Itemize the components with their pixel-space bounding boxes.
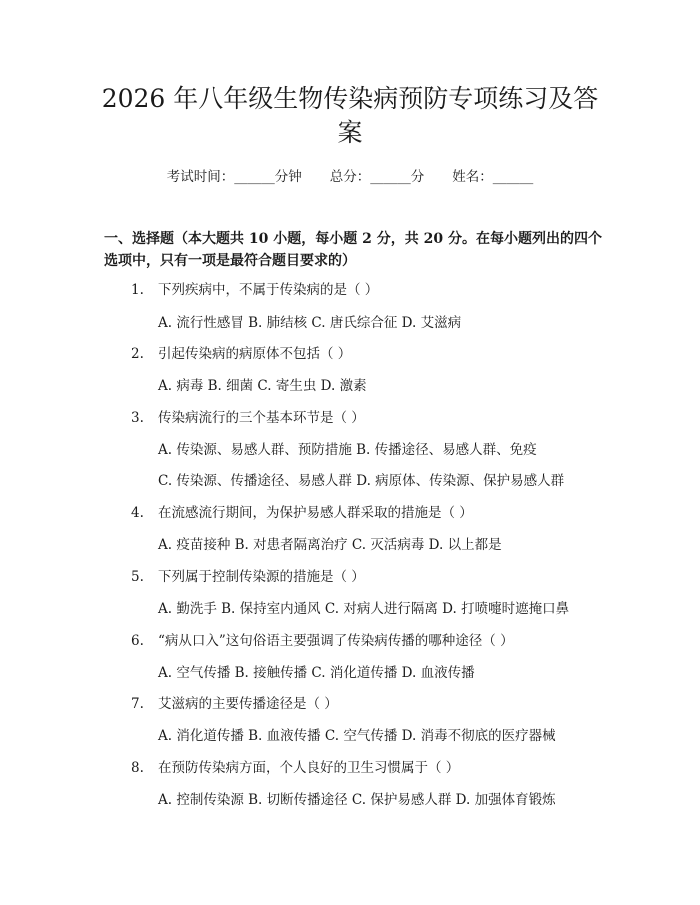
section-header: 一、选择题（本大题共 10 小题，每小题 2 分，共 20 分。在每小题列出的四个选项中，只有一项是最符合题目要求的） [104, 231, 602, 269]
question-6 [131, 632, 514, 650]
student-name-field: 姓名：______ [452, 169, 534, 185]
question-3-options-line-2: C. 传染源、传播途径、易感人群 D. 病原体、传染源、保护易感人群 [158, 473, 565, 489]
exam-info [0, 168, 700, 186]
question-number: 4. [131, 505, 144, 521]
question-4 [131, 504, 473, 522]
question-number: 7. [131, 696, 144, 712]
question-stem: 下列疾病中，不属于传染病的是（ ） [158, 282, 379, 298]
exam-time-field: 考试时间：______分钟 [166, 169, 302, 185]
question-7 [131, 695, 338, 713]
question-2 [131, 345, 351, 363]
question-2-options: A. 病毒 B. 细菌 C. 寄生虫 D. 激素 [158, 378, 367, 394]
question-stem: 在流感流行期间，为保护易感人群采取的措施是（ ） [158, 505, 473, 521]
question-number: 1. [131, 282, 144, 298]
question-4-options: A. 疫苗接种 B. 对患者隔离治疗 C. 灭活病毒 D. 以上都是 [158, 537, 502, 553]
question-3-options-line-1: A. 传染源、易感人群、预防措施 B. 传播途径、易感人群、免疫 [158, 442, 537, 458]
question-stem: 下列属于控制传染源的措施是（ ） [158, 569, 365, 585]
question-6-options: A. 空气传播 B. 接触传播 C. 消化道传播 D. 血液传播 [158, 665, 475, 681]
question-number: 2. [131, 346, 144, 362]
total-score-field: 总分：______分 [329, 169, 425, 185]
question-5 [131, 568, 365, 586]
question-stem: “病从口入”这句俗语主要强调了传染病传播的哪种途径（ ） [158, 633, 514, 649]
question-3 [131, 409, 365, 427]
question-stem: 传染病流行的三个基本环节是（ ） [158, 410, 365, 426]
question-7-options: A. 消化道传播 B. 血液传播 C. 空气传播 D. 消毒不彻底的医疗器械 [158, 728, 556, 744]
question-8 [131, 759, 459, 777]
question-1 [131, 281, 378, 299]
question-stem: 引起传染病的病原体不包括（ ） [158, 346, 352, 362]
question-1-options: A. 流行性感冒 B. 肺结核 C. 唐氏综合征 D. 艾滋病 [158, 315, 462, 331]
question-number: 6. [131, 633, 144, 649]
question-8-options: A. 控制传染源 B. 切断传播途径 C. 保护易感人群 D. 加强体育锻炼 [158, 792, 556, 808]
page-title: 2026 年八年级生物传染病预防专项练习及答案 [101, 84, 599, 147]
question-stem: 在预防传染病方面，个人良好的卫生习惯属于（ ） [158, 760, 460, 776]
question-stem: 艾滋病的主要传播途径是（ ） [158, 696, 338, 712]
question-number: 8. [131, 760, 144, 776]
question-5-options: A. 勤洗手 B. 保持室内通风 C. 对病人进行隔离 D. 打喷嚏时遮掩口鼻 [158, 601, 570, 617]
question-number: 5. [131, 569, 144, 585]
question-number: 3. [131, 410, 144, 426]
